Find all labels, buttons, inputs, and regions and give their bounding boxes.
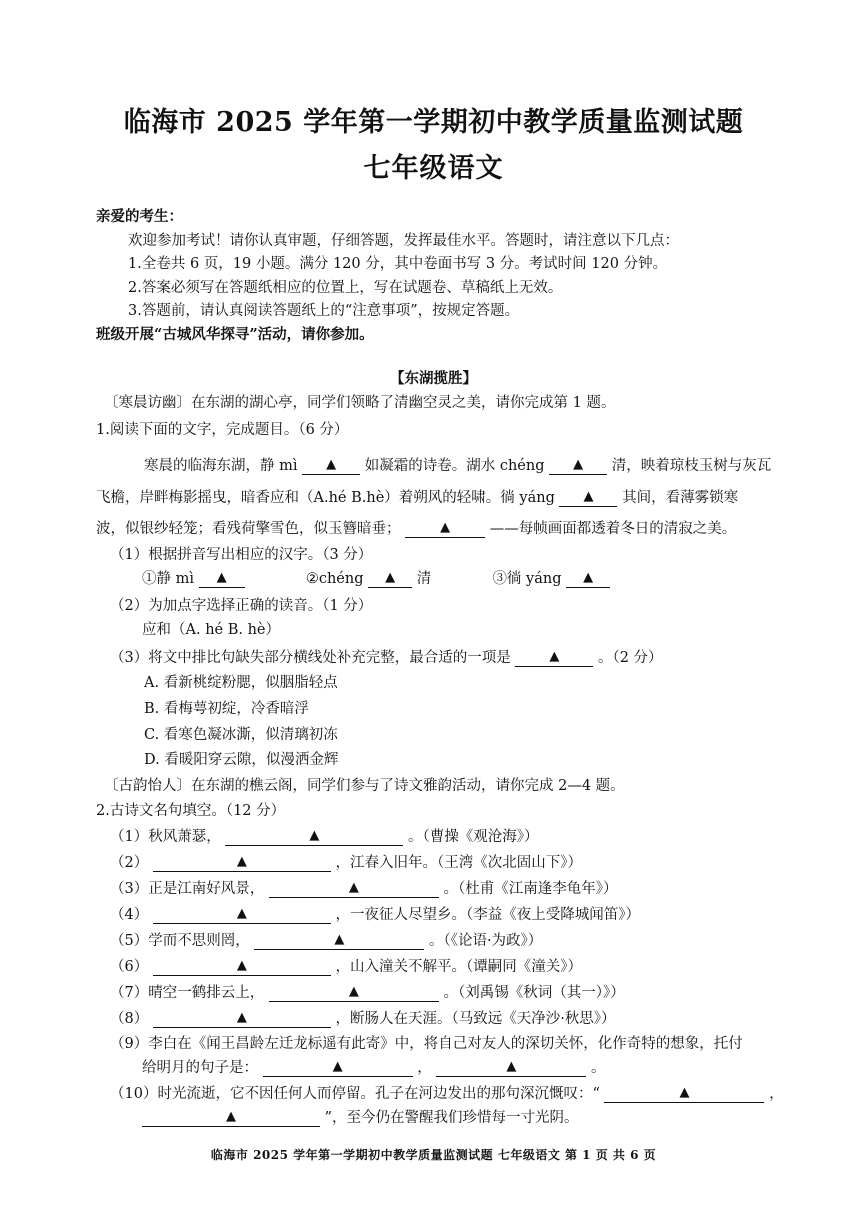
q1-1-items: ①静 mì ▲ ②chéng ▲ 清 ③徜 yáng ▲ [142,569,610,589]
part1-intro: 〔寒晨访幽〕在东湖的湖心亭，同学们领略了清幽空灵之美，请你完成第 1 题。 [104,395,616,411]
section-heading: 【东湖揽胜】 [390,370,477,387]
blank-q2-6[interactable]: ▲ [153,957,331,976]
q2-item-6: （6） ▲ ，山入潼关不解平。（谭嗣同《潼关》） [110,958,582,975]
answer-yang[interactable]: ▲ [566,569,610,588]
q2-item-9-line1: （9）李白在《闻王昌龄左迁龙标遥有此寄》中，将自己对友人的深切关怀，化作奇特的想象，托付 [110,1036,743,1052]
blank-q2-9a[interactable]: ▲ [263,1058,413,1077]
blank-q2-10a[interactable]: ▲ [604,1084,764,1103]
q1-3: （3）将文中排比句缺失部分横线处补充完整，最合适的一项是 ▲ 。（2 分） [110,649,663,666]
q1-2: （2）为加点字选择正确的读音。（1 分） [110,598,373,614]
blank-parallel[interactable]: ▲ [405,519,485,538]
answer-cheng[interactable]: ▲ [368,569,412,588]
option-c: C. 看寒色凝冰澌，似清璃初冻 [144,727,338,743]
blank-q2-2[interactable]: ▲ [153,853,331,872]
note-1: 1.全卷共 6 页，19 小题。满分 120 分，其中卷面书写 3 分。考试时间 120 分钟。 [128,256,668,272]
blank-q2-4[interactable]: ▲ [153,905,331,924]
q2-item-7: （7）晴空一鹤排云上， ▲ 。（刘禹锡《秋词（其一）》） [110,984,625,1001]
blank-q2-8[interactable]: ▲ [153,1009,331,1028]
blank-q2-3[interactable]: ▲ [269,879,439,898]
blank-q2-5[interactable]: ▲ [254,931,424,950]
part2-intro: 〔古韵怡人〕在东湖的樵云阁，同学们参与了诗文雅韵活动，请你完成 2—4 题。 [104,778,625,794]
blank-cheng[interactable]: ▲ [549,456,607,475]
option-a: A. 看新桃绽粉腮，似胭脂轻点 [144,675,338,691]
q2-item-9-line2: 给明月的句子是： ▲ ， ▲ 。 [142,1059,606,1076]
q2-title: 2.古诗文名句填空。（12 分） [96,803,286,819]
q2-item-1: （1）秋风萧瑟， ▲ 。（曹操《观沧海》） [110,828,539,845]
blank-q2-9b[interactable]: ▲ [436,1058,586,1077]
answer-mi[interactable]: ▲ [199,569,245,588]
page-footer: 临海市 2025 学年第一学期初中教学质量监测试题 七年级语文 第 1 页 共 6 页 [210,1148,657,1162]
q2-item-10-line2: ▲ ”，至今仍在警醒我们珍惜每一寸光阴。 [142,1108,579,1128]
passage-line-1: 寒晨的临海东湖，静 mì ▲ 如凝霜的诗卷。湖水 chéng ▲ 清，映着琼枝玉树与灰瓦 [144,457,772,474]
exam-title: 临海市 2025 学年第一学期初中教学质量监测试题 [123,107,744,138]
blank-yang[interactable]: ▲ [559,488,617,507]
blank-q2-10b[interactable]: ▲ [142,1108,320,1127]
q1-2-item: 应和（A. hé B. hè） [142,622,281,638]
answer-q1-3[interactable]: ▲ [515,648,593,667]
passage-line-3: 波，似银纱轻笼；看残荷擎雪色，似玉簪暗垂； ▲ ——每帧画面都透着冬日的清寂之美。 [96,520,737,537]
q1-1: （1）根据拼音写出相应的汉字。（3 分） [110,547,373,563]
q1-title: 1.阅读下面的文字，完成题目。（6 分） [96,422,349,438]
exam-subject: 七年级语文 [363,153,504,184]
note-2: 2.答案必须写在答题纸相应的位置上，写在试题卷、草稿纸上无效。 [128,280,563,296]
option-d: D. 看暖阳穿云隙，似漫洒金辉 [144,752,339,768]
blank-q2-7[interactable]: ▲ [269,983,439,1002]
blank-q2-1[interactable]: ▲ [225,827,403,846]
blank-mi[interactable]: ▲ [302,456,360,475]
q2-item-8: （8） ▲ ，断肠人在天涯。（马致远《天净沙·秋思》） [110,1010,616,1027]
q2-item-2: （2） ▲ ，江春入旧年。（王湾《次北固山下》） [110,854,582,871]
passage-line-2: 飞檐，岸畔梅影摇曳，暗香应和（A.hé B.hè）着朔风的轻啸。徜 yáng ▲ 其间，看薄雾锁寒 [96,489,739,506]
greeting: 亲爱的考生： [96,208,183,225]
q2-item-3: （3）正是江南好风景， ▲ 。（杜甫《江南逢李龟年》） [110,880,618,897]
activity-intro: 班级开展“古城风华探寻”活动，请你参加。 [96,326,374,343]
q2-item-5: （5）学而不思则罔， ▲ 。（《论语·为政》） [110,932,543,949]
option-b: B. 看梅萼初绽，冷香暗浮 [144,701,309,717]
welcome-text: 欢迎参加考试！请你认真审题，仔细答题，发挥最佳水平。答题时，请注意以下几点： [128,233,679,249]
note-3: 3.答题前，请认真阅读答题纸上的“注意事项”，按规定答题。 [128,303,520,319]
q2-item-4: （4） ▲ ，一夜征人尽望乡。（李益《夜上受降城闻笛》） [110,906,640,923]
q2-item-10-line1: （10）时光流逝，它不因任何人而停留。孔子在河边发出的那句深沉慨叹：“ ▲ ， [110,1085,784,1102]
